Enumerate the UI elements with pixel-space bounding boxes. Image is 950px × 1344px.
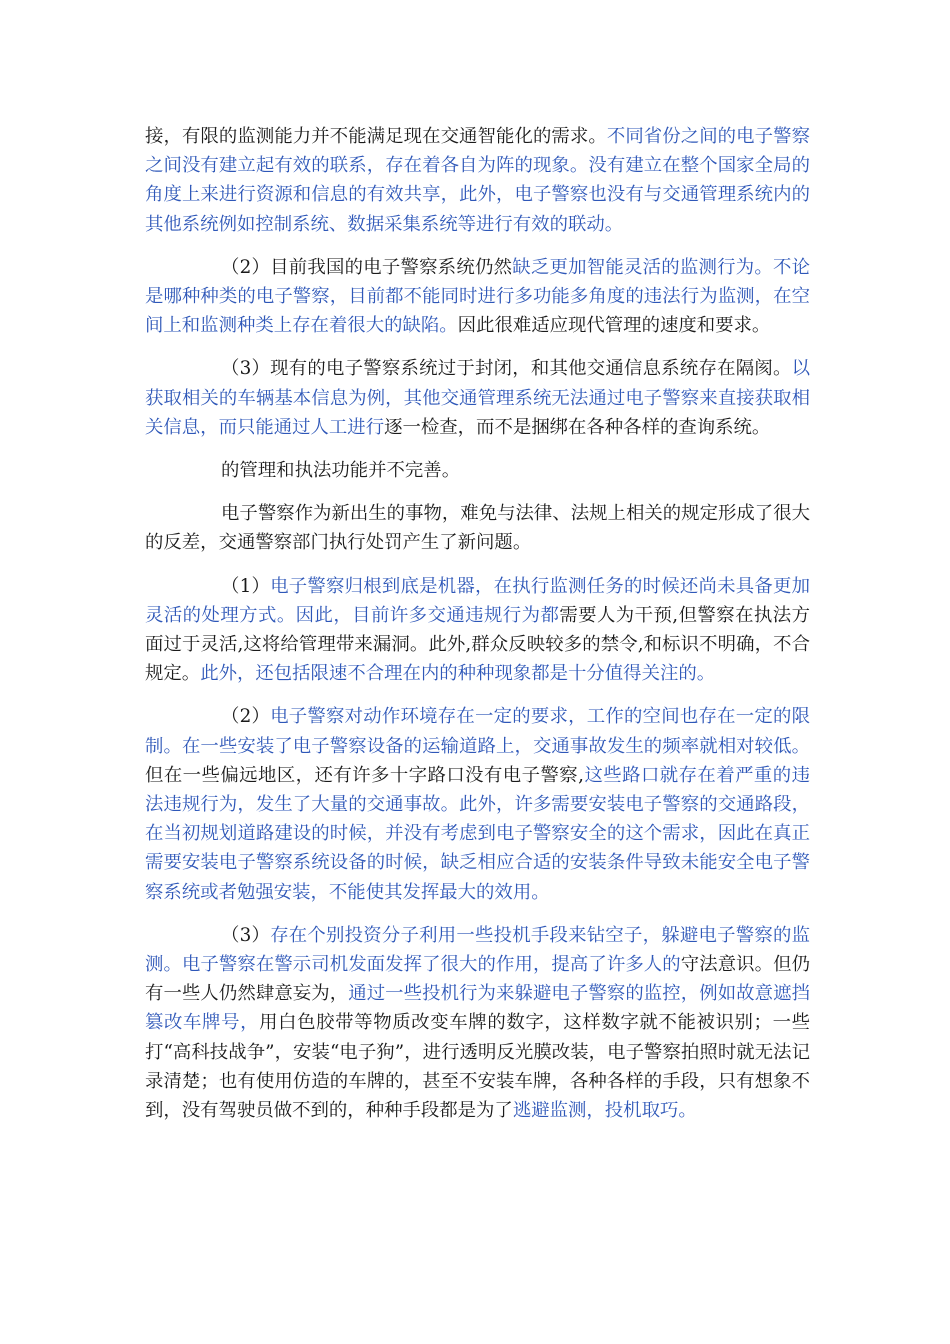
highlighted-text: 电子警察归根到底是机器，在执行监测任务的时候还尚未具备更加灵活的处理方式。因此，目前许多交通违规行为都 (145, 575, 810, 626)
body-text: 守法意识。但仍有一些人仍然肆意妄为， (145, 954, 810, 1005)
body-text: （3） (221, 924, 271, 946)
highlighted-text: 缺乏更加智能灵活的监测行为。不论是哪种种类的电子警察，目前都不能同时进行多功能多角度的违法行为监测，在空间上和监测种类上存在着很大的缺陷。 (145, 256, 810, 337)
highlighted-text: 这些路口就存在着严重的违法违规行为，发生了大量的交通事故。此外，许多需要安装电子警察的交通路段，在当初规划道路建设的时候，并没有考虑到电子警察安全的这个需求，因此在真正需要安装电子警察系统设备的时候，缺乏相应合适的安装条件导致未能安全电子警察系统或者勉强安装，不能使其发挥最大的效用。 (145, 764, 810, 903)
paragraph-1 (145, 122, 810, 239)
highlighted-text: 以获取相关的车辆基本信息为例，其他交通管理系统无法通过电子警察来直接获取相关信息，而只能通过人工进行 (145, 358, 810, 438)
highlighted-text: 此外，还包括限速不合理在内的种种现象都是十分值得关注的。 (200, 663, 716, 685)
body-text: 接，有限的监测能力并不能满足现在交通智能化的需求。 (145, 126, 607, 147)
paragraph-8 (145, 921, 810, 1125)
body-text: 因此很难适应现代管理的速度和要求。 (457, 315, 771, 337)
body-text: 逐一检查，而不是捆绑在各种各样的查询系统。 (384, 416, 771, 438)
highlighted-text: 不同省份之间的电子警察之间没有建立起有效的联系，存在着各自为阵的现象。没有建立在整个国家全局的角度上来进行资源和信息的有效共享，此外，电子警察也没有与交通管理系统内的其他系统例如控制系统、数据采集系统等进行有效的联动。 (145, 126, 810, 235)
highlighted-text: 存在个别投资分子利用一些投机手段来钻空子，躲避电子警察的监测。电子警察在警示司机发面发挥了很大的作用，提高了许多人的 (145, 924, 810, 976)
document-page (145, 122, 810, 1139)
paragraph-5 (145, 499, 810, 557)
paragraph-3 (145, 354, 810, 442)
body-text: （3）现有的电子警察系统过于封闭，和其他交通信息系统存在隔阂。 (221, 358, 792, 380)
body-text: （2） (221, 706, 271, 728)
body-text: 用白色胶带等物质改变车牌的数字，这样数字就不能被识别；一些打“高科技战争”，安装“电子狗”，进行透明反光膜改装，电子警察拍照时就无法记录清楚；也有使用仿造的车牌的，甚至不安装车牌，各种各样的手段，只有想象不到，没有驾驶员做不到的，种种手段都是为了 (145, 1012, 810, 1122)
highlighted-text: 电子警察对动作环境存在一定的要求，工作的空间也存在一定的限制。在一些安装了电子警察设备的运输道路上，交通事故发生的频率就相对较低。 (145, 706, 810, 757)
body-text: 需要人为干预,但警察在执法方面过于灵活,这将给管理带来漏洞。此外,群众反映较多的禁令,和标识不明确，不合规定。 (145, 604, 810, 685)
body-text: （1） (221, 575, 271, 597)
paragraph-6 (145, 572, 810, 689)
body-text: （2）目前我国的电子警察系统仍然 (221, 256, 513, 278)
highlighted-text: 逃避监测，投机取巧。 (512, 1100, 697, 1122)
paragraph-2 (145, 253, 810, 341)
body-text: 电子警察作为新出生的事物，难免与法律、法规上相关的规定形成了很大的反差，交通警察部门执行处罚产生了新问题。 (145, 503, 810, 554)
highlighted-text: 通过一些投机行为来躲避电子警察的监控，例如故意遮挡篡改车牌号， (145, 983, 810, 1034)
paragraph-7 (145, 702, 810, 906)
body-text: 的管理和执法功能并不完善。 (221, 460, 461, 482)
body-text: 但在一些偏远地区，还有许多十字路口没有电子警察, (145, 764, 584, 786)
paragraph-4 (145, 456, 810, 485)
